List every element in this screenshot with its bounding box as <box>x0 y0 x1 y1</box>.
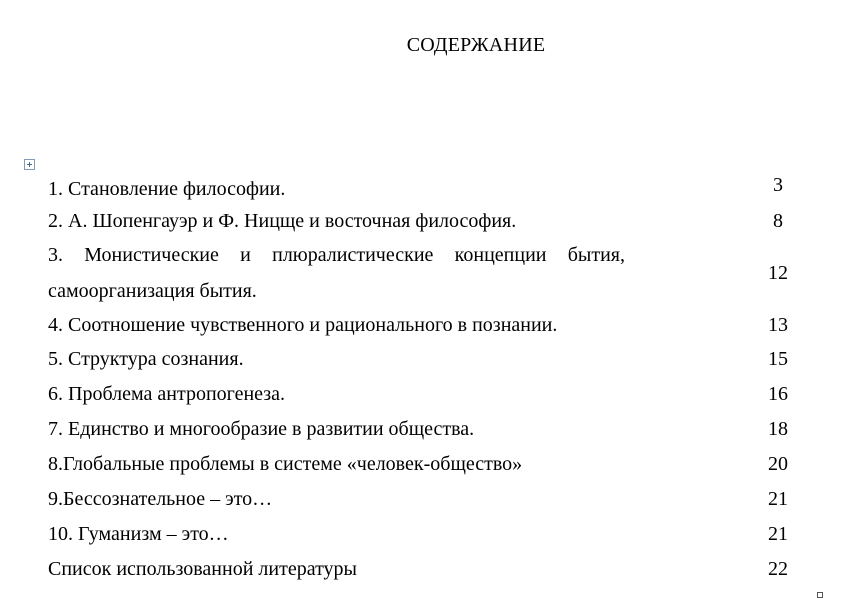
toc-entry-text: 9.Бессознательное – это… <box>48 488 273 510</box>
toc-entry[interactable] <box>48 237 808 309</box>
toc-entry-text: Список использованной литературы <box>48 558 357 580</box>
table-resize-handle-icon[interactable] <box>817 592 823 598</box>
toc-entry-text: 4. Соотношение чувственного и рационального в познании. <box>48 314 558 336</box>
toc-entry-page: 15 <box>768 348 788 370</box>
toc-entry-text: 7. Единство и многообразие в развитии общества. <box>48 418 475 440</box>
toc-entry-page: 3 <box>773 174 783 196</box>
toc-entry-page: 16 <box>768 383 788 405</box>
toc-entry-page: 12 <box>768 262 788 284</box>
toc-entry-text: 6. Проблема антропогенеза. <box>48 383 286 405</box>
toc-entry-text: 8.Глобальные проблемы в системе «человек-общество» <box>48 453 523 475</box>
toc-entry-text: 10. Гуманизм – это… <box>48 523 229 545</box>
toc-entry-page: 8 <box>773 210 783 232</box>
toc-entry-page: 13 <box>768 314 788 336</box>
toc-entry-text: 5. Структура сознания. <box>48 348 244 370</box>
toc-entry-page: 18 <box>768 418 788 440</box>
toc-entry-text: 2. А. Шопенгауэр и Ф. Ницще и восточная философия. <box>48 210 517 232</box>
page-title: СОДЕРЖАНИЕ <box>406 34 546 56</box>
toc-entry-page: 22 <box>768 558 788 580</box>
toc-entry-text: 3. Монистические и плюралистические концепции бытия, самоорганизация бытия. <box>48 244 625 302</box>
toc-entry-page: 21 <box>768 488 788 510</box>
toc-entry-text: 1. Становление философии. <box>48 178 286 200</box>
toc-entry-page: 21 <box>768 523 788 545</box>
table-move-handle-icon[interactable] <box>24 159 35 170</box>
toc-entry-page: 20 <box>768 453 788 475</box>
